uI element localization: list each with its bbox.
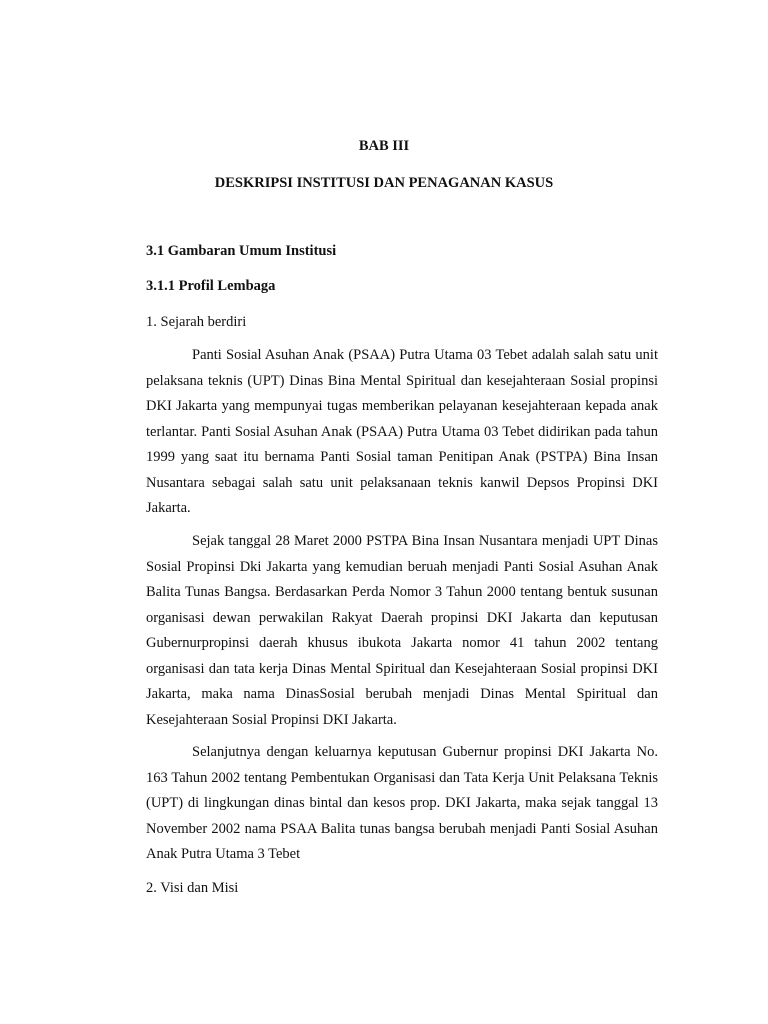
chapter-number: BAB III <box>358 138 410 154</box>
list-item-sejarah: 1. Sejarah berdiri <box>146 314 247 330</box>
list-item-visi-misi: 2. Visi dan Misi <box>146 880 239 896</box>
section-heading-3-1: 3.1 Gambaran Umum Institusi <box>146 243 337 259</box>
paragraph-1: Panti Sosial Asuhan Anak (PSAA) Putra Utama 03 Tebet adalah salah satu unit pelaksana teknis (UPT) Dinas Bina Mental Spiritual dan kesejahteraan Sosial propinsi DKI Jakarta yang mempunyai tugas memberikan pelayanan kesejahteraan kepada anak terlantar. Panti Sosial Asuhan Anak (PSAA) Putra Utama 03 Tebet didirikan pada tahun 1999 yang saat itu bernama Panti Sosial taman Penitipan Anak (PSTPA) Bina Insan Nusantara sebagai salah satu unit pelaksanaan teknis kanwil Depsos Propinsi DKI Jakarta. <box>146 347 658 516</box>
chapter-title: DESKRIPSI INSTITUSI DAN PENAGANAN KASUS <box>214 175 554 191</box>
paragraph-3: Selanjutnya dengan keluarnya keputusan Gubernur propinsi DKI Jakarta No. 163 Tahun 2002 tentang Pembentukan Organisasi dan Tata Kerja Unit Pelaksana Teknis (UPT) di lingkungan dinas bintal dan kesos prop. DKI Jakarta, maka sejak tanggal 13 November 2002 nama PSAA Balita tunas bangsa berubah menjadi Panti Sosial Asuhan Anak Putra Utama 3 Tebet <box>146 744 658 862</box>
paragraph-2: Sejak tanggal 28 Maret 2000 PSTPA Bina Insan Nusantara menjadi UPT Dinas Sosial Propinsi Dki Jakarta yang kemudian beruah menjadi Panti Sosial Asuhan Anak Balita Tunas Bangsa. Berdasarkan Perda Nomor 3 Tahun 2000 tentang bentuk susunan organisasi dewan perwakilan Rakyat Daerah propinsi DKI Jakarta dan keputusan Gubernurpropinsi daerah khusus ibukota Jakarta nomor 41 tahun 2002 tentang organisasi dan tata kerja Dinas Mental Spiritual dan Kesejahteraan Sosial propinsi DKI Jakarta, maka nama DinasSosial berubah menjadi Dinas Mental Spiritual dan Kesejahteraan Sosial Propinsi DKI Jakarta. <box>146 533 658 728</box>
subsection-heading-3-1-1: 3.1.1 Profil Lembaga <box>146 278 276 294</box>
